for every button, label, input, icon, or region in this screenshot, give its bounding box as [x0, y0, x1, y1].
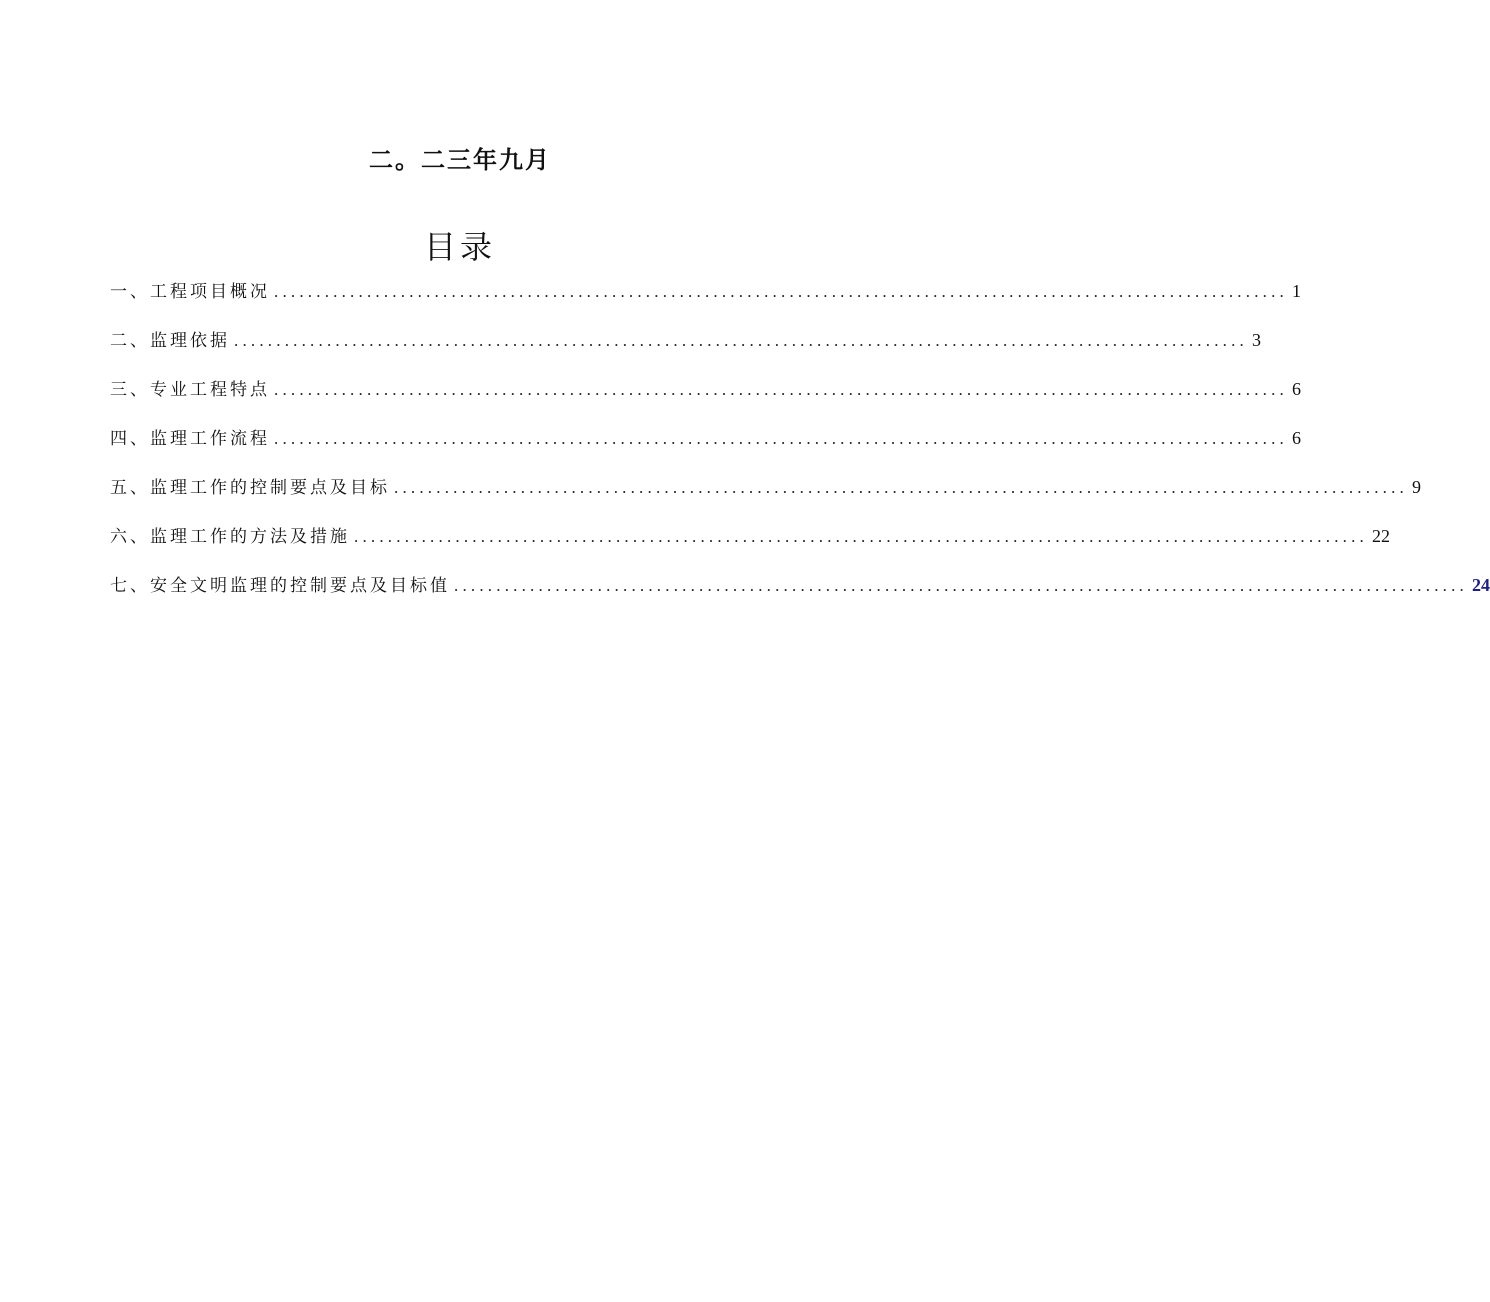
toc-entry[interactable] [110, 424, 1301, 473]
toc-entry-label: 七、安全文明监理的控制要点及目标值 [110, 576, 450, 596]
toc-entry-label: 五、监理工作的控制要点及目标 [110, 478, 390, 498]
toc-page-number: 22 [1372, 526, 1390, 546]
toc-page-number: 9 [1412, 477, 1421, 497]
toc-dot-leader: ........................................................................................................................ [274, 429, 1288, 448]
toc-entry-label: 二、监理依据 [110, 331, 230, 351]
toc-entry[interactable] [110, 277, 1301, 326]
toc-entry-label: 四、监理工作流程 [110, 429, 270, 449]
toc-entry-label: 三、专业工程特点 [110, 380, 270, 400]
toc-dot-leader: ........................................................................................................................ [274, 282, 1288, 301]
toc-dot-leader: ........................................................................................................................ [234, 331, 1248, 350]
table-of-contents [110, 277, 1490, 620]
toc-page-number-link[interactable]: 24 [1472, 575, 1490, 595]
toc-entry-label: 一、工程项目概况 [110, 282, 270, 302]
toc-dot-leader: ........................................................................................................................ [454, 576, 1468, 595]
toc-page-number: 6 [1292, 428, 1301, 448]
document-date: 二。二三年九月 [369, 145, 551, 174]
toc-dot-leader: ........................................................................................................................ [354, 527, 1368, 546]
toc-dot-leader: ........................................................................................................................ [394, 478, 1408, 497]
toc-page-number: 3 [1252, 330, 1261, 350]
toc-page-number: 1 [1292, 281, 1301, 301]
toc-entry[interactable] [110, 375, 1301, 424]
toc-entry[interactable] [110, 522, 1390, 571]
toc-entry[interactable] [110, 326, 1261, 375]
toc-dot-leader: ........................................................................................................................ [274, 380, 1288, 399]
toc-entry[interactable] [110, 473, 1421, 522]
toc-entry-link[interactable] [110, 571, 1490, 620]
toc-entry-label: 六、监理工作的方法及措施 [110, 527, 350, 547]
toc-page-number: 6 [1292, 379, 1301, 399]
toc-title: 目录 [423, 228, 496, 266]
